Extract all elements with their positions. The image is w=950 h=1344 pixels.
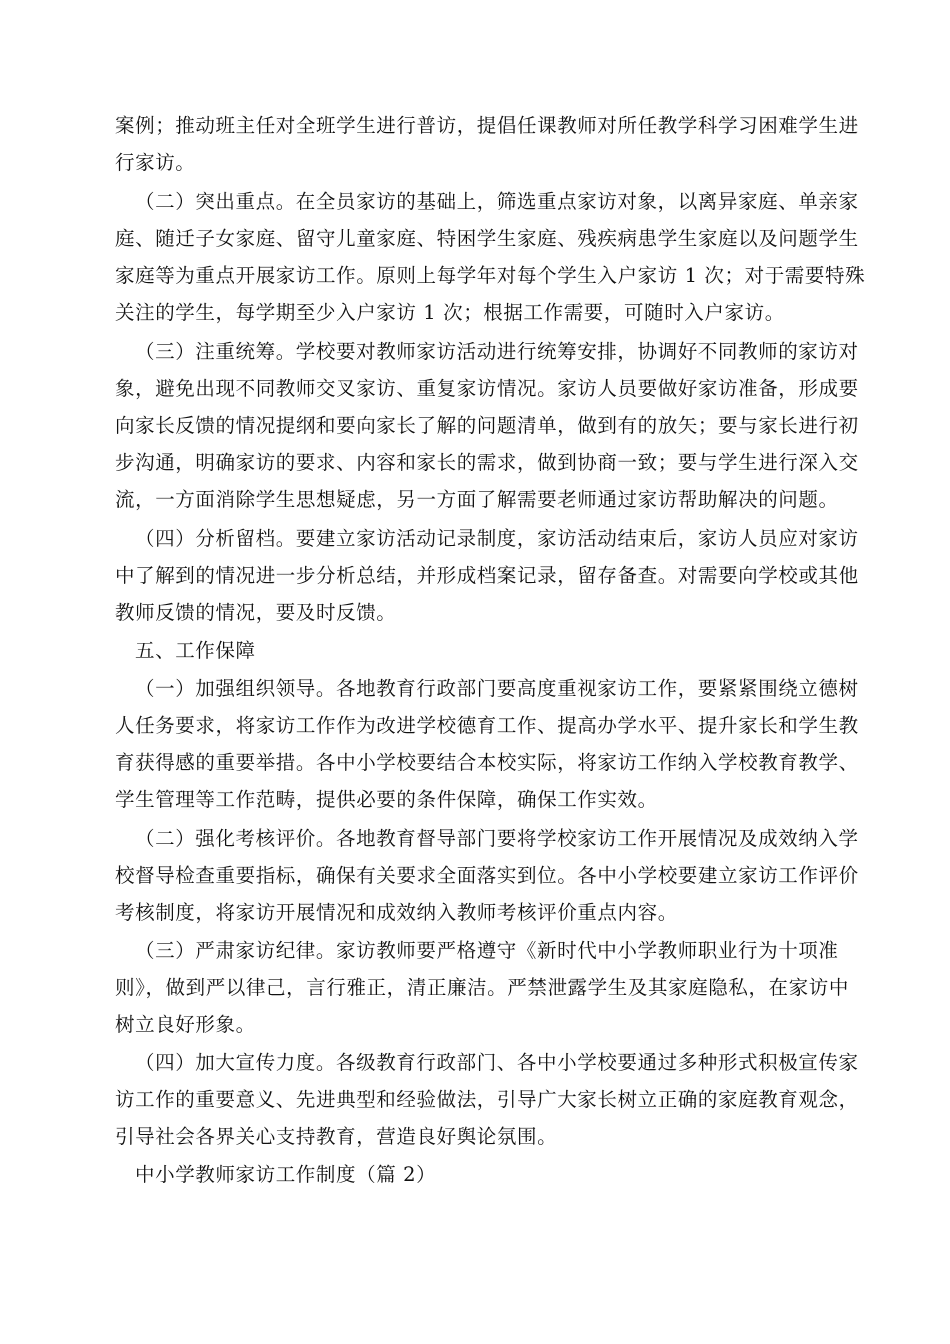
text-line: 访工作的重要意义、先进典型和经验做法，引导广大家长树立正确的家庭教育观念， — [115, 1088, 859, 1111]
text-line: 学生管理等工作范畴，提供必要的条件保障，确保工作实效。 — [115, 788, 658, 811]
section-heading: 五、工作保障 — [135, 639, 256, 662]
text-line: 家庭等为重点开展家访工作。原则上每学年对每个学生入户家访 1 次；对于需要特殊 — [115, 264, 866, 287]
paragraph-heading-line: （二）强化考核评价。各地教育督导部门要将学校家访工作开展情况及成效纳入学 — [135, 827, 859, 850]
text-line: 向家长反馈的情况提纲和要向家长了解的问题清单，做到有的放矢；要与家长进行初 — [115, 414, 859, 437]
paragraph-heading-line: （二）突出重点。在全员家访的基础上，筛选重点家访对象，以离异家庭、单亲家 — [135, 190, 859, 213]
paragraph-heading-line: （一）加强组织领导。各地教育行政部门要高度重视家访工作，要紧紧围绕立德树 — [135, 677, 859, 700]
text-line: 象，避免出现不同教师交叉家访、重复家访情况。家访人员要做好家访准备，形成要 — [115, 377, 859, 400]
text-line: 行家访。 — [115, 151, 196, 174]
text-line: 关注的学生，每学期至少入户家访 1 次；根据工作需要，可随时入户家访。 — [115, 301, 785, 324]
text-line: 校督导检查重要指标，确保有关要求全面落实到位。各中小学校要建立家访工作评价 — [115, 864, 859, 887]
text-line: 人任务要求，将家访工作作为改进学校德育工作、提高办学水平、提升家长和学生教 — [115, 714, 859, 737]
text-line: 则》，做到严以律己，言行雅正，清正廉洁。严禁泄露学生及其家庭隐私，在家访中 — [115, 976, 849, 999]
document-title-next: 中小学教师家访工作制度（篇 2） — [135, 1163, 437, 1186]
text-line: 树立良好形象。 — [115, 1013, 256, 1036]
text-line: 教师反馈的情况，要及时反馈。 — [115, 601, 397, 624]
text-line: 步沟通，明确家访的要求、内容和家长的需求，做到协商一致；要与学生进行深入交 — [115, 451, 859, 474]
text-line: 案例；推动班主任对全班学生进行普访，提倡任课教师对所任教学科学习困难学生进 — [115, 114, 859, 137]
text-line: 庭、随迁子女家庭、留守儿童家庭、特困学生家庭、残疾病患学生家庭以及问题学生 — [115, 227, 859, 250]
text-line: 中了解到的情况进一步分析总结，并形成档案记录，留存备查。对需要向学校或其他 — [115, 564, 859, 587]
paragraph-heading-line: （三）严肃家访纪律。家访教师要严格遵守《新时代中小学教师职业行为十项准 — [135, 939, 839, 962]
text-line: 考核制度，将家访开展情况和成效纳入教师考核评价重点内容。 — [115, 901, 678, 924]
text-line: 引导社会各界关心支持教育，营造良好舆论氛围。 — [115, 1125, 558, 1148]
text-line: 流，一方面消除学生思想疑虑，另一方面了解需要老师通过家访帮助解决的问题。 — [115, 488, 839, 511]
text-line: 育获得感的重要举措。各中小学校要结合本校实际，将家访工作纳入学校教育教学、 — [115, 751, 859, 774]
paragraph-heading-line: （三）注重统筹。学校要对教师家访活动进行统筹安排，协调好不同教师的家访对 — [135, 340, 859, 363]
paragraph-heading-line: （四）加大宣传力度。各级教育行政部门、各中小学校要通过多种形式积极宣传家 — [135, 1051, 859, 1074]
paragraph-heading-line: （四）分析留档。要建立家访活动记录制度，家访活动结束后，家访人员应对家访 — [135, 527, 859, 550]
